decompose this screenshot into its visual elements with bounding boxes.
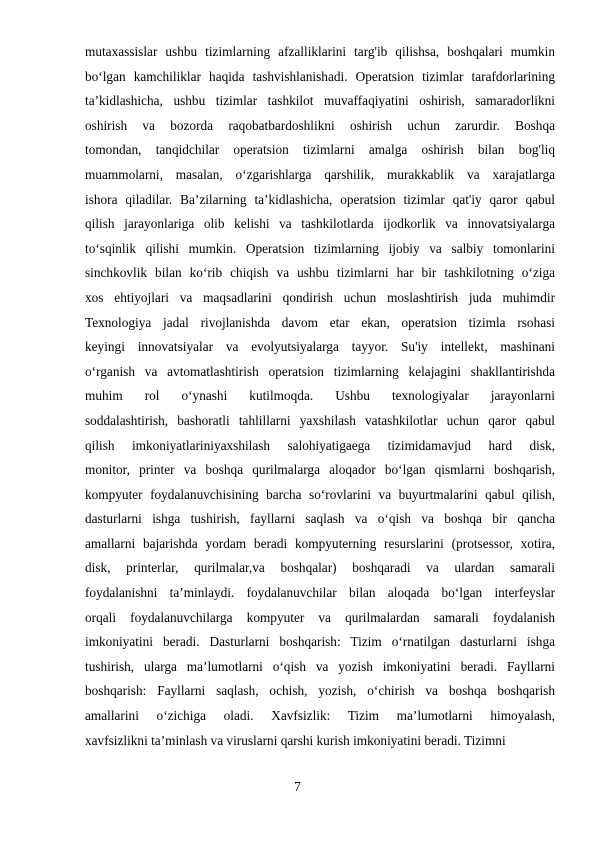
text-line: foydalanishni taʼminlaydi. foydalanuvchilar bilan aloqada boʻlgan interfeyslar xyxy=(85,585,555,601)
text-line: toʻsqinlik qilishi mumkin. Operatsion tizimlarning ijobiy va salbiy tomonlarini xyxy=(85,240,555,256)
text-line: keyingi innovatsiyalar va evolyutsiyalarga tayyor. Su'iy intellekt, mashinani xyxy=(85,339,555,355)
text-line: kompyuter foydalanuvchisining barcha soʻrovlarini va buyurtmalarini qabul qilish, xyxy=(85,486,555,502)
text-line: monitor, printer va boshqa qurilmalarga aloqador boʻlgan qismlarni boshqarish, xyxy=(85,462,555,478)
text-line: boshqarish: Fayllarni saqlash, ochish, yozish, oʻchirish va boshqa boshqarish xyxy=(85,683,555,699)
text-line: muammolarni, masalan, oʻzgarishlarga qarshilik, murakkablik va xarajatlarga xyxy=(85,166,555,182)
text-line: taʼkidlashicha, ushbu tizimlar tashkilot muvaffaqiyatini oshirish, samaradorlikni xyxy=(85,93,555,109)
text-line: amallarini oʻzichiga oladi. Xavfsizlik: Tizim maʼlumotlarni himoyalash, xyxy=(85,708,555,724)
text-line: qilish imkoniyatlariniyaxshilash salohiyatigaega tizimidamavjud hard disk, xyxy=(85,437,555,453)
text-line: qilish jarayonlariga olib kelishi va tashkilotlarda ijodkorlik va innovatsiyalarga xyxy=(85,216,555,232)
text-line: oʻrganish va avtomatlashtirish operatsion tizimlarning kelajagini shakllantirishda xyxy=(85,363,555,379)
text-line: muhim rol oʻynashi kutilmoqda. Ushbu texnologiyalar jarayonlarni xyxy=(85,388,555,404)
text-line: xos ehtiyojlari va maqsadlarini qondirish uchun moslashtirish juda muhimdir xyxy=(85,289,555,305)
text-line: boʻlgan kamchiliklar haqida tashvishlanishadi. Operatsion tizimlar tarafdorlarining xyxy=(85,68,555,84)
text-line: tushirish, ularga maʼlumotlarni oʻqish va yozish imkoniyatini beradi. Fayllarni xyxy=(85,658,555,674)
text-line: dasturlarni ishga tushirish, fayllarni saqlash va oʻqish va boshqa bir qancha xyxy=(85,511,555,527)
text-line: orqali foydalanuvchilarga kompyuter va qurilmalardan samarali foydalanish xyxy=(85,609,555,625)
text-line: ishora qiladilar. Baʼzilarning taʼkidlashicha, operatsion tizimlar qat'iy qaror qabul xyxy=(85,191,555,207)
body-text xyxy=(85,40,555,753)
text-line: imkoniyatini beradi. Dasturlarni boshqarish: Tizim oʻrnatilgan dasturlarni ishga xyxy=(85,634,555,650)
text-line: sinchkovlik bilan koʻrib chiqish va ushbu tizimlarni har bir tashkilotning oʻziga xyxy=(85,265,555,281)
text-line: tomondan, tanqidchilar operatsion tizimlarni amalga oshirish bilan bog'liq xyxy=(85,142,555,158)
page-number: 7 xyxy=(294,779,301,794)
text-line: soddalashtirish, bashoratli tahlillarni yaxshilash vatashkilotlar uchun qaror qabul xyxy=(85,412,555,428)
text-line: xavfsizlikni taʼminlash va viruslarni qarshi kurish imkoniyatini beradi. Tizimni xyxy=(85,732,506,748)
text-line: Texnologiya jadal rivojlanishda davom etar ekan, operatsion tizimla rsohasi xyxy=(85,314,555,330)
text-line: disk, printerlar, qurilmalar,va boshqalar) boshqaradi va ulardan samarali xyxy=(85,560,555,576)
text-line: oshirish va bozorda raqobatbardoshlikni oshirish uchun zarurdir. Boshqa xyxy=(85,117,555,133)
text-line: amallarni bajarishda yordam beradi kompyuterning resurslarini (protsessor, xotira, xyxy=(85,535,555,551)
text-line: mutaxassislar ushbu tizimlarning afzalliklarini targ'ib qilishsa, boshqalari mumkin xyxy=(85,44,555,59)
